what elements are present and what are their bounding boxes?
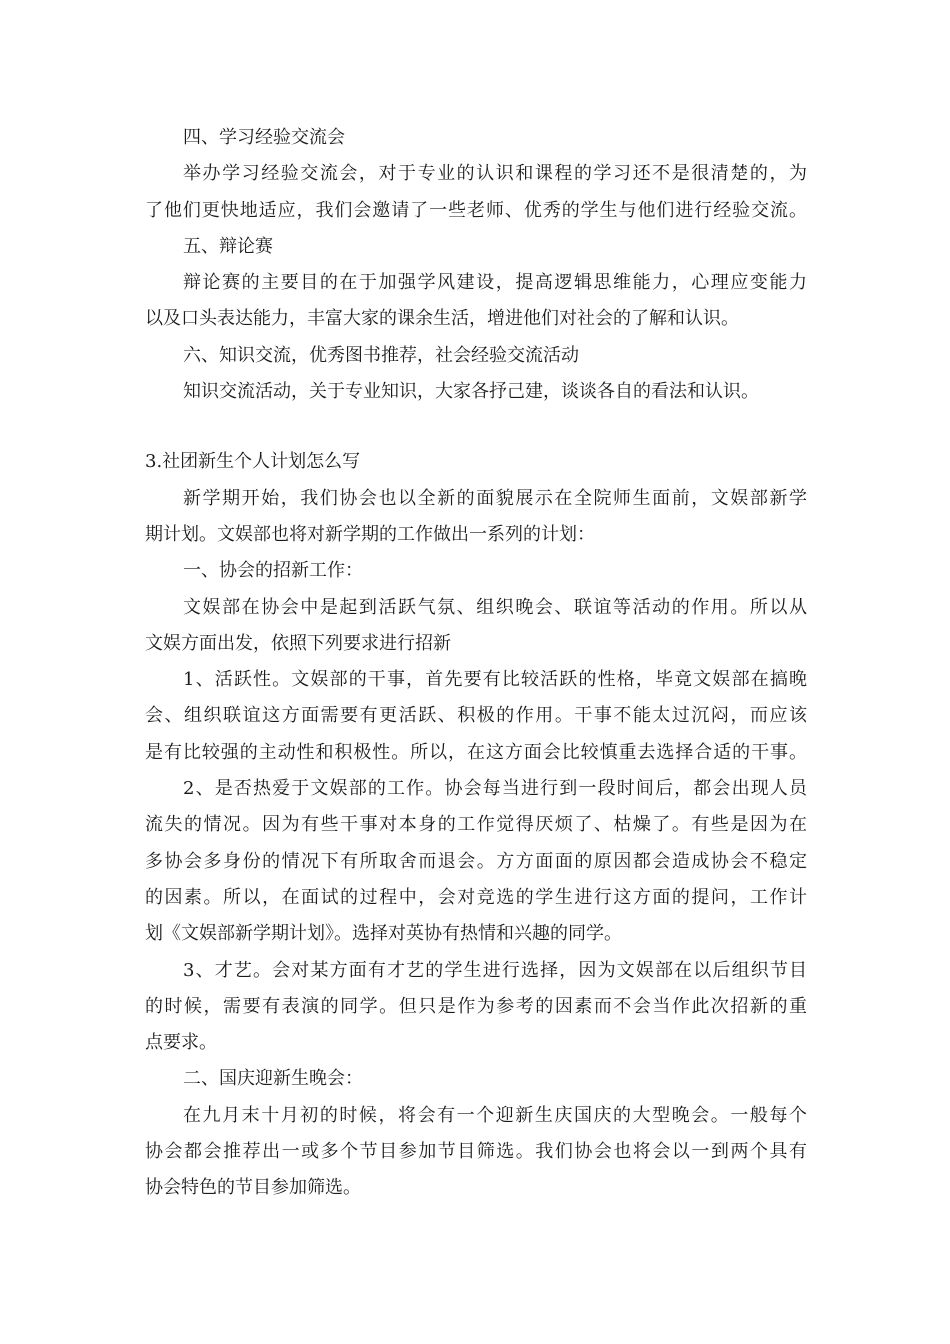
- list-item-line: 是有比较强的主动性和积极性。所以，在这方面会比较慎重去选择合适的干事。: [145, 741, 807, 763]
- list-item-line: 2、是否热爱于文娱部的工作。协会每当进行到一段时间后，都会出现人员: [183, 778, 807, 800]
- paragraph-line: 在九月末十月初的时候，将会有一个迎新生庆国庆的大型晚会。一般每个: [183, 1104, 807, 1126]
- list-item-line: 的因素。所以，在面试的过程中，会对竞选的学生进行这方面的提问，工作计: [145, 886, 807, 908]
- list-item-line: 的时候，需要有表演的同学。但只是作为参考的因素而不会当作此次招新的重: [145, 995, 807, 1017]
- section-gap: [145, 410, 807, 444]
- heading-knowledge-exchange: 六、知识交流，优秀图书推荐，社会经验交流活动: [183, 344, 579, 366]
- section-title: 3.社团新生个人计划怎么写: [145, 451, 361, 473]
- list-item-line: 划《文娱部新学期计划》。选择对英协有热情和兴趣的同学。: [145, 923, 622, 945]
- list-item-line: 会、组织联谊这方面需要有更活跃、积极的作用。干事不能太过沉闷，而应该: [145, 705, 807, 727]
- heading-recruitment: 一、协会的招新工作：: [183, 560, 363, 582]
- paragraph-line: 协会都会推荐出一或多个节目参加节目筛选。我们协会也将会以一到两个具有: [145, 1141, 807, 1163]
- heading-national-day-gala: 二、国庆迎新生晚会：: [183, 1068, 363, 1090]
- list-item-line: 点要求。: [145, 1032, 217, 1054]
- list-item-line: 3、才艺。会对某方面有才艺的学生进行选择，因为文娱部在以后组织节目: [183, 959, 807, 981]
- paragraph-line: 举办学习经验交流会，对于专业的认识和课程的学习还不是很清楚的，为: [183, 163, 807, 185]
- paragraph-line: 新学期开始，我们协会也以全新的面貌展示在全院师生面前，文娱部新学: [183, 487, 807, 509]
- paragraph-line: 协会特色的节目参加筛选。: [145, 1177, 361, 1199]
- paragraph-line: 知识交流活动，关于专业知识，大家各抒己建，谈谈各自的看法和认识。: [183, 381, 759, 403]
- paragraph-line: 文娱方面出发，依照下列要求进行招新: [145, 632, 451, 654]
- list-item-line: 多协会多身份的情况下有所取舍而退会。方方面面的原因都会造成协会不稳定: [145, 850, 807, 872]
- paragraph-line: 期计划。文娱部也将对新学期的工作做出一系列的计划：: [145, 523, 595, 545]
- list-item-line: 1、活跃性。文娱部的干事，首先要有比较活跃的性格，毕竟文娱部在搞晚: [183, 669, 807, 691]
- paragraph-line: 辩论赛的主要目的在于加强学风建设，提高逻辑思维能力，心理应变能力: [183, 272, 807, 294]
- paragraph-line: 了他们更快地适应，我们会邀请了一些老师、优秀的学生与他们进行经验交流。: [145, 199, 807, 221]
- paragraph-line: 文娱部在协会中是起到活跃气氛、组织晚会、联谊等活动的作用。所以从: [183, 596, 807, 618]
- paragraph-line: 以及口头表达能力，丰富大家的课余生活，增进他们对社会的了解和认识。: [145, 308, 739, 330]
- list-item-line: 流失的情况。因为有些干事对本身的工作觉得厌烦了、枯燥了。有些是因为在: [145, 814, 807, 836]
- heading-debate: 五、辩论赛: [183, 235, 273, 257]
- document-page: [145, 120, 807, 1207]
- heading-learning-exchange: 四、学习经验交流会: [183, 127, 345, 148]
